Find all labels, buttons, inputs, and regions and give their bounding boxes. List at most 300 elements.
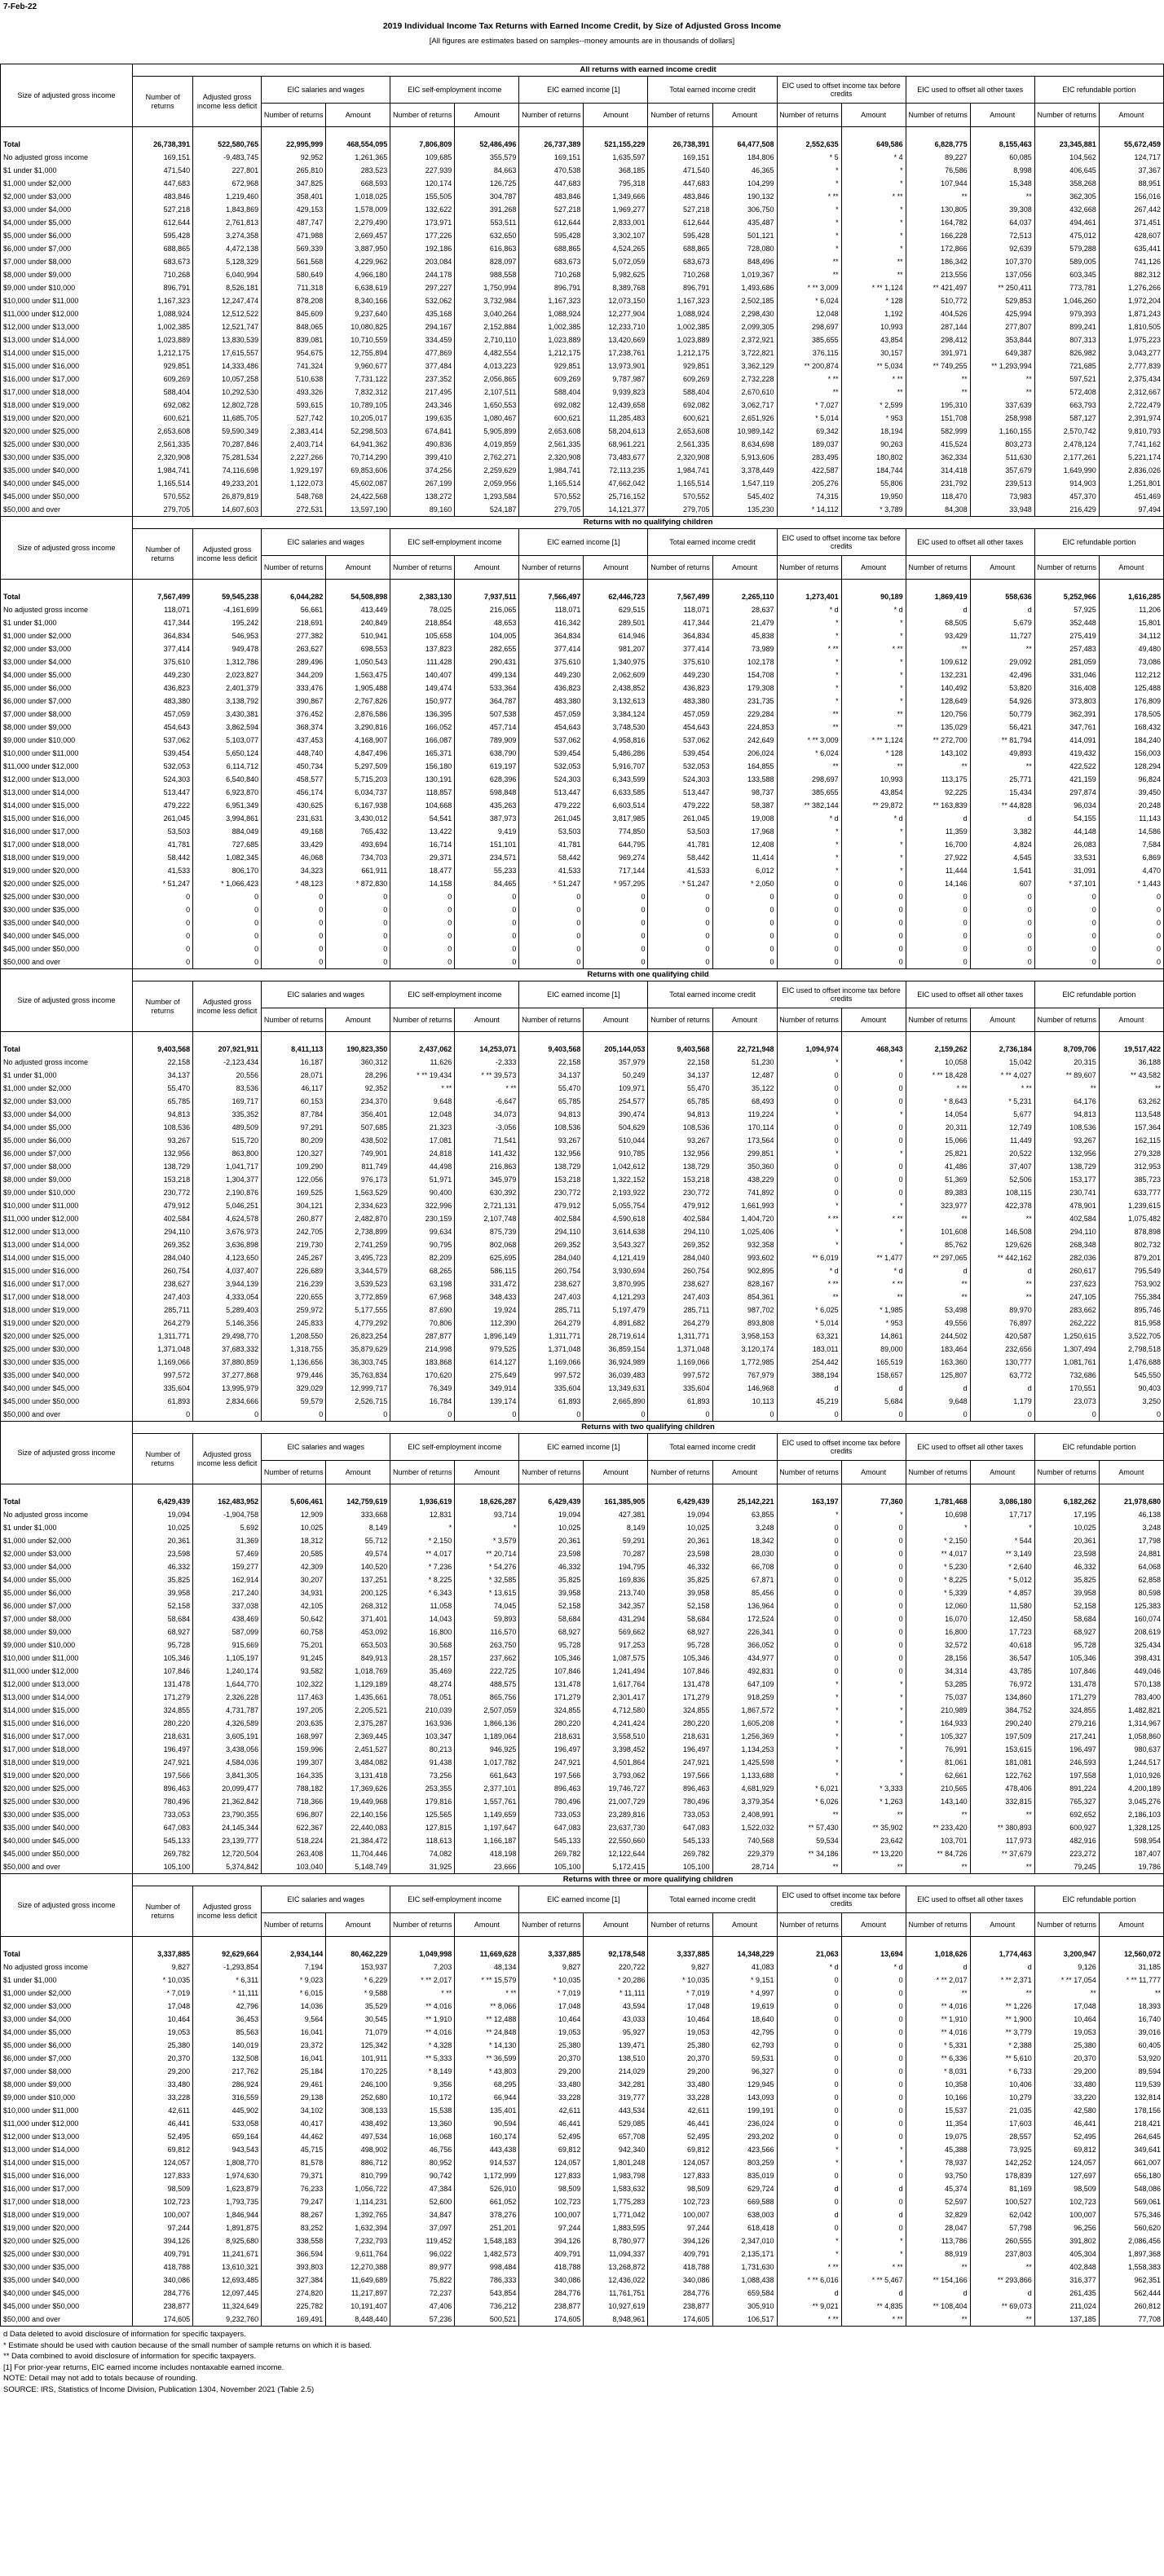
table-cell: 3,430,012 xyxy=(326,812,390,825)
table-cell: 49,574 xyxy=(326,1547,390,1560)
table-cell: 59,590,349 xyxy=(193,425,262,438)
table-cell: 5,148,749 xyxy=(326,1860,390,1874)
table-cell: 218,854 xyxy=(390,616,455,629)
table-cell: 8,448,440 xyxy=(326,2313,390,2327)
table-cell: 1,002,385 xyxy=(648,320,712,333)
table-cell: 34,314 xyxy=(906,1665,970,1678)
table-cell: 107,846 xyxy=(519,1665,584,1678)
table-cell: * ** xyxy=(777,190,841,203)
table-cell: 238,877 xyxy=(519,2300,584,2313)
table-cell: ** 749,255 xyxy=(906,359,970,373)
row-label: $19,000 under $20,000 xyxy=(3,867,80,875)
table-cell: 290,240 xyxy=(970,1717,1034,1730)
subcolumn-header-number: Number of returns xyxy=(648,1461,712,1484)
spacer-cell xyxy=(970,580,1034,591)
table-cell: 2,732,228 xyxy=(712,373,777,386)
table-cell: 217,241 xyxy=(1034,1730,1099,1743)
table-cell: 18,640 xyxy=(712,2013,777,2026)
table-cell: 2,670,610 xyxy=(712,386,777,399)
table-cell: 753,902 xyxy=(1099,1277,1163,1290)
table-cell: 9,564 xyxy=(262,2013,326,2026)
table-cell: 35,825 xyxy=(1034,1573,1099,1586)
table-cell: 425,994 xyxy=(970,307,1034,320)
table-cell: 247,105 xyxy=(1034,1290,1099,1303)
table-cell: 160,074 xyxy=(1099,1612,1163,1625)
row-label: $7,000 under $8,000 xyxy=(3,1615,72,1623)
table-cell: 8,389,768 xyxy=(584,281,648,294)
table-cell: 205,144,053 xyxy=(584,1043,648,1056)
table-cell: 97,494 xyxy=(1099,503,1163,517)
table-cell: 54,541 xyxy=(390,812,455,825)
table-cell: 0 xyxy=(193,916,262,929)
table-cell: * 1,985 xyxy=(841,1303,906,1317)
table-cell: * xyxy=(777,616,841,629)
table-cell: * xyxy=(906,1521,970,1534)
column-group-header: EIC used to offset all other taxes xyxy=(906,77,1034,104)
table-cell: 36,188 xyxy=(1099,1056,1163,1069)
column-group-header: EIC refundable portion xyxy=(1034,1434,1163,1461)
table-cell: 1,563,529 xyxy=(326,1186,390,1199)
table-cell: 734,703 xyxy=(326,851,390,864)
table-cell: 471,540 xyxy=(648,164,712,177)
table-cell: 45,838 xyxy=(712,629,777,642)
table-cell: 12,060 xyxy=(906,1599,970,1612)
table-cell: 68,927 xyxy=(133,1625,193,1639)
table-cell: ** xyxy=(906,2313,970,2327)
table-cell: 2,186,103 xyxy=(1099,1808,1163,1821)
table-cell: 101,608 xyxy=(906,1225,970,1238)
table-cell: * xyxy=(777,629,841,642)
table-cell: 42,795 xyxy=(712,2026,777,2039)
table-cell: * xyxy=(777,1225,841,1238)
table-cell: 456,174 xyxy=(262,786,326,799)
subcolumn-header-number: Number of returns xyxy=(390,556,455,580)
table-cell: 449,046 xyxy=(1099,1665,1163,1678)
table-cell: 387,973 xyxy=(455,812,519,825)
table-cell: * ** xyxy=(841,190,906,203)
table-cell: ** 272,700 xyxy=(906,734,970,747)
table-cell: 127,833 xyxy=(133,2169,193,2182)
table-cell: 595,428 xyxy=(133,229,193,242)
row-label: $40,000 under $45,000 xyxy=(3,1384,80,1392)
table-cell: 76,233 xyxy=(262,2182,326,2195)
table-cell: 11,626 xyxy=(390,1056,455,1069)
table-cell: 172,866 xyxy=(906,242,970,255)
subcolumn-header-amount: Amount xyxy=(326,1008,390,1032)
table-cell: ** 29,872 xyxy=(841,799,906,812)
table-cell: 3,302,107 xyxy=(584,229,648,242)
row-label: $8,000 under $9,000 xyxy=(3,723,72,731)
table-cell: 124,057 xyxy=(648,2156,712,2169)
table-cell: 297,227 xyxy=(390,281,455,294)
table-cell: * 2,050 xyxy=(712,877,777,890)
table-cell: 786,333 xyxy=(455,2274,519,2287)
table-cell: 16,070 xyxy=(906,1612,970,1625)
row-label: $5,000 under $6,000 xyxy=(3,2041,72,2049)
table-cell: 87,784 xyxy=(262,1108,326,1121)
subcolumn-header-amount: Amount xyxy=(326,556,390,580)
table-cell: 588,404 xyxy=(519,386,584,399)
table-cell: 34,137 xyxy=(648,1069,712,1082)
row-label: $45,000 under $50,000 xyxy=(3,2302,80,2310)
subcolumn-header-amount: Amount xyxy=(1099,1008,1163,1032)
table-cell: 402,584 xyxy=(519,1212,584,1225)
table-cell: 1,649,990 xyxy=(1034,464,1099,477)
spacer-cell xyxy=(584,127,648,139)
table-cell: ** 43,582 xyxy=(1099,1069,1163,1082)
table-cell: 1,644,770 xyxy=(193,1678,262,1691)
row-label: $1 under $1,000 xyxy=(3,1524,57,1532)
table-cell: 23,372 xyxy=(262,2039,326,2052)
table-cell: 143,093 xyxy=(712,2091,777,2104)
table-cell: 362,305 xyxy=(1034,190,1099,203)
eic-table xyxy=(0,64,1164,2327)
subcolumn-header-number: Number of returns xyxy=(777,1008,841,1032)
table-cell: 14,607,603 xyxy=(193,503,262,517)
table-cell: 53,503 xyxy=(133,825,193,838)
table-cell: 29,498,770 xyxy=(193,1330,262,1343)
table-cell: 96,327 xyxy=(712,2065,777,2078)
table-cell: 368,374 xyxy=(262,721,326,734)
table-cell: * 51,247 xyxy=(133,877,193,890)
table-cell: 0 xyxy=(519,916,584,929)
table-cell: 427,381 xyxy=(584,1508,648,1521)
table-cell: * 6,015 xyxy=(262,1987,326,2000)
table-cell: 896,791 xyxy=(519,281,584,294)
table-cell: 46,441 xyxy=(1034,2117,1099,2130)
table-cell: 199,307 xyxy=(262,1756,326,1769)
table-cell: 0 xyxy=(841,1974,906,1987)
table-cell: 625,695 xyxy=(455,1251,519,1264)
table-cell: 179,308 xyxy=(712,681,777,695)
table-cell: 319,777 xyxy=(584,2091,648,2104)
column-group-header: EIC refundable portion xyxy=(1034,981,1163,1008)
table-cell: ** xyxy=(841,268,906,281)
row-label: $20,000 under $25,000 xyxy=(3,2237,80,2245)
table-cell: 26,083 xyxy=(1034,838,1099,851)
table-cell: * xyxy=(841,1678,906,1691)
table-cell: 61,893 xyxy=(519,1395,584,1408)
table-cell: 489,509 xyxy=(193,1121,262,1134)
table-cell: 239,513 xyxy=(970,477,1034,490)
table-cell: 196,497 xyxy=(519,1743,584,1756)
spacer-cell xyxy=(584,580,648,591)
table-cell: 197,566 xyxy=(133,1769,193,1782)
table-cell: 0 xyxy=(906,890,970,903)
table-cell: 0 xyxy=(519,903,584,916)
table-cell: 741,324 xyxy=(262,359,326,373)
table-cell: 290,431 xyxy=(455,655,519,668)
table-cell: 710,268 xyxy=(648,268,712,281)
spacer-cell xyxy=(841,127,906,139)
table-cell: 0 xyxy=(906,903,970,916)
row-label: $9,000 under $10,000 xyxy=(3,1189,76,1197)
table-cell: 10,279 xyxy=(970,2091,1034,2104)
column-header-number-of-returns: Number of returns xyxy=(133,529,193,580)
table-cell: 84,663 xyxy=(455,164,519,177)
table-cell: 14,036 xyxy=(262,2000,326,2013)
row-label: $13,000 under $14,000 xyxy=(3,1241,80,1249)
table-cell: 3,040,264 xyxy=(455,307,519,320)
table-cell: 44,148 xyxy=(1034,825,1099,838)
table-cell: 162,115 xyxy=(1099,1134,1163,1147)
row-label: $4,000 under $5,000 xyxy=(3,671,72,679)
column-header-agi: Adjusted gross income less deficit xyxy=(193,1434,262,1484)
table-cell: 2,347,010 xyxy=(712,2234,777,2247)
table-cell: 23,598 xyxy=(648,1547,712,1560)
table-cell: 90,594 xyxy=(455,2117,519,2130)
table-cell: 42,309 xyxy=(262,1560,326,1573)
table-cell: 22,140,156 xyxy=(326,1808,390,1821)
table-cell: 569,061 xyxy=(1099,2195,1163,2208)
table-cell: 23,790,355 xyxy=(193,1808,262,1821)
table-cell: 347,825 xyxy=(262,177,326,190)
table-cell: 10,025 xyxy=(519,1521,584,1534)
table-cell: 674,841 xyxy=(390,425,455,438)
table-cell: 3,862,594 xyxy=(193,721,262,734)
table-cell: 1,165,514 xyxy=(648,477,712,490)
table-cell: 914,903 xyxy=(1034,477,1099,490)
table-cell: 10,464 xyxy=(648,2013,712,2026)
table-cell: * xyxy=(841,1225,906,1238)
table-cell: 53,498 xyxy=(906,1303,970,1317)
table-cell: 352,448 xyxy=(1034,616,1099,629)
table-cell: 118,470 xyxy=(906,490,970,503)
table-cell: 0 xyxy=(777,942,841,955)
table-cell: 391,802 xyxy=(1034,2234,1099,2247)
row-label: $16,000 under $17,000 xyxy=(3,2185,80,2193)
table-cell: 0 xyxy=(777,2195,841,2208)
table-cell: 211,024 xyxy=(1034,2300,1099,2313)
table-cell: 206,024 xyxy=(712,747,777,760)
table-cell: * ** 3,009 xyxy=(777,281,841,294)
table-cell: 1,883,595 xyxy=(584,2221,648,2234)
subcolumn-header-amount: Amount xyxy=(712,104,777,127)
table-cell: 1,312,786 xyxy=(193,655,262,668)
table-cell: * xyxy=(841,2156,906,2169)
table-cell: 848,496 xyxy=(712,255,777,268)
table-cell: 98,509 xyxy=(519,2182,584,2195)
table-cell: 4,013,223 xyxy=(455,359,519,373)
table-cell: 1,197,647 xyxy=(455,1821,519,1834)
table-cell: 162,914 xyxy=(193,1573,262,1586)
spacer-cell xyxy=(133,1484,193,1496)
table-cell: 75,281,534 xyxy=(193,451,262,464)
table-cell: 161,385,905 xyxy=(584,1495,648,1508)
table-cell: 13,420,669 xyxy=(584,333,648,346)
table-cell: 3,430,381 xyxy=(193,708,262,721)
row-label: $5,000 under $6,000 xyxy=(3,1589,72,1597)
table-cell: 443,438 xyxy=(455,2143,519,2156)
table-cell: 129,626 xyxy=(970,1238,1034,1251)
table-cell: 52,158 xyxy=(519,1599,584,1612)
column-group-header: EIC used to offset income tax before credits xyxy=(777,1434,906,1461)
table-cell: 614,127 xyxy=(455,1356,519,1369)
table-cell: * xyxy=(777,203,841,216)
table-cell: 59,545,238 xyxy=(193,590,262,603)
table-cell: ** xyxy=(906,1290,970,1303)
row-label: $20,000 under $25,000 xyxy=(3,1784,80,1793)
spacer-cell xyxy=(193,1937,262,1948)
row-label: $50,000 and over xyxy=(3,2315,61,2323)
table-cell: 493,694 xyxy=(326,838,390,851)
table-cell: 76,349 xyxy=(390,1382,455,1395)
table-cell: 828,167 xyxy=(712,1277,777,1290)
table-cell: 59,893 xyxy=(455,1612,519,1625)
table-cell: ** 12,488 xyxy=(455,2013,519,2026)
table-cell: 1,371,048 xyxy=(519,1343,584,1356)
table-cell: * ** xyxy=(841,373,906,386)
table-cell: 1,548,183 xyxy=(455,2234,519,2247)
table-cell: 217,762 xyxy=(193,2065,262,2078)
table-cell: 0 xyxy=(262,903,326,916)
table-cell: 284,040 xyxy=(519,1251,584,1264)
table-cell: 1,896,149 xyxy=(455,1330,519,1343)
table-cell: 44,498 xyxy=(390,1160,455,1173)
table-cell: 74,315 xyxy=(777,490,841,503)
table-cell: 3,495,723 xyxy=(326,1251,390,1264)
row-label: $14,000 under $15,000 xyxy=(3,2159,80,2167)
table-cell: 137,251 xyxy=(326,1573,390,1586)
table-cell: 16,800 xyxy=(390,1625,455,1639)
row-label: $35,000 under $40,000 xyxy=(3,466,80,474)
table-cell: 1,563,475 xyxy=(326,668,390,681)
row-label: $10,000 under $11,000 xyxy=(3,297,79,305)
table-cell: 2,836,026 xyxy=(1099,464,1163,477)
row-label: $18,000 under $19,000 xyxy=(3,1306,80,1314)
table-cell: 618,418 xyxy=(712,2221,777,2234)
table-cell: 2,375,434 xyxy=(1099,373,1163,386)
row-label: $20,000 under $25,000 xyxy=(3,880,80,888)
table-cell: 12,048 xyxy=(777,307,841,320)
table-cell: 532,062 xyxy=(390,294,455,307)
table-cell: 132,956 xyxy=(519,1147,584,1160)
table-cell: 663,793 xyxy=(1034,399,1099,412)
table-cell: ** xyxy=(970,642,1034,655)
table-cell: 527,218 xyxy=(519,203,584,216)
table-cell: 64,176 xyxy=(1034,1095,1099,1108)
subcolumn-header-amount: Amount xyxy=(841,556,906,580)
table-cell: 9,827 xyxy=(648,1961,712,1974)
spacer-cell xyxy=(455,127,519,139)
table-cell: 11,324,649 xyxy=(193,2300,262,2313)
table-cell: 0 xyxy=(390,929,455,942)
table-cell: 399,410 xyxy=(390,451,455,464)
table-cell: * ** 19,434 xyxy=(390,1069,455,1082)
table-cell: 308,133 xyxy=(326,2104,390,2117)
table-cell: 128,649 xyxy=(906,695,970,708)
table-cell: 614,946 xyxy=(584,629,648,642)
table-cell: 2,107,748 xyxy=(455,1212,519,1225)
table-cell: -9,483,745 xyxy=(193,151,262,164)
table-cell: 8,634,698 xyxy=(712,438,777,451)
table-cell: 0 xyxy=(390,916,455,929)
table-cell: 418,788 xyxy=(133,2261,193,2274)
table-cell: 0 xyxy=(584,955,648,969)
table-cell: 15,801 xyxy=(1099,616,1163,629)
table-cell: 1,049,998 xyxy=(390,1947,455,1961)
table-cell: 23,637,730 xyxy=(584,1821,648,1834)
table-cell: 181,081 xyxy=(970,1756,1034,1769)
table-cell: 371,451 xyxy=(1099,216,1163,229)
table-cell: 548,768 xyxy=(262,490,326,503)
table-cell: 74,045 xyxy=(455,1599,519,1612)
subcolumn-header-number: Number of returns xyxy=(519,1913,584,1937)
subcolumn-header-number: Number of returns xyxy=(906,1008,970,1032)
table-cell: 207,921,911 xyxy=(193,1043,262,1056)
row-label: $25,000 under $30,000 xyxy=(3,1345,80,1353)
table-cell: 0 xyxy=(326,1408,390,1422)
table-cell: 29,371 xyxy=(390,851,455,864)
row-label: $16,000 under $17,000 xyxy=(3,1280,80,1288)
table-cell: 2,741,259 xyxy=(326,1238,390,1251)
table-cell: 178,505 xyxy=(1099,708,1163,721)
table-cell: 11,241,671 xyxy=(193,2247,262,2261)
table-cell: * xyxy=(777,1743,841,1756)
table-cell: 5,650,124 xyxy=(193,747,262,760)
table-cell: -4,161,699 xyxy=(193,603,262,616)
table-cell: 755,384 xyxy=(1099,1290,1163,1303)
table-cell: 479,912 xyxy=(648,1199,712,1212)
table-cell: 10,205,017 xyxy=(326,412,390,425)
table-cell: 124,717 xyxy=(1099,151,1163,164)
table-cell: 70,287,846 xyxy=(193,438,262,451)
table-cell: * ** xyxy=(841,2313,906,2327)
table-cell: * xyxy=(841,1108,906,1121)
table-cell: 70,714,290 xyxy=(326,451,390,464)
table-cell: 629,724 xyxy=(712,2182,777,2195)
table-cell: 1,974,630 xyxy=(193,2169,262,2182)
table-cell: 219,730 xyxy=(262,1238,326,1251)
table-cell: 174,605 xyxy=(648,2313,712,2327)
table-cell: ** xyxy=(777,386,841,399)
row-label: $14,000 under $15,000 xyxy=(3,801,80,809)
subcolumn-header-amount: Amount xyxy=(712,1461,777,1484)
table-cell: 1,482,821 xyxy=(1099,1704,1163,1717)
table-cell: 28,047 xyxy=(906,2221,970,2234)
table-cell: 2,561,335 xyxy=(519,438,584,451)
table-cell: 3,344,579 xyxy=(326,1264,390,1277)
table-cell: 122,762 xyxy=(970,1769,1034,1782)
table-cell: * 9,588 xyxy=(326,1987,390,2000)
table-cell: 29,200 xyxy=(1034,2065,1099,2078)
table-cell: 657,708 xyxy=(584,2130,648,2143)
column-header-number-of-returns: Number of returns xyxy=(133,981,193,1032)
spacer-cell xyxy=(970,1484,1034,1496)
table-cell: 29,461 xyxy=(262,2078,326,2091)
table-cell: 164,782 xyxy=(906,216,970,229)
table-cell: ** xyxy=(777,1290,841,1303)
table-cell: * xyxy=(970,1521,1034,1534)
table-cell: 69,812 xyxy=(133,2143,193,2156)
table-cell: 478,901 xyxy=(1034,1199,1099,1212)
table-cell: 46,332 xyxy=(133,1560,193,1573)
table-cell: 0 xyxy=(841,1612,906,1625)
footnote-line: * Estimate should be used with caution because of the small number of sample returns on which it is based. xyxy=(3,2340,373,2350)
table-cell: 895,746 xyxy=(1099,1303,1163,1317)
column-group-header: EIC used to offset income tax before credits xyxy=(777,529,906,556)
table-cell: 141,432 xyxy=(455,1147,519,1160)
table-cell: 589,005 xyxy=(1034,255,1099,268)
table-cell: 710,268 xyxy=(133,268,193,281)
table-cell: 2,669,457 xyxy=(326,229,390,242)
subcolumn-header-number: Number of returns xyxy=(906,1461,970,1484)
table-cell: * xyxy=(777,1056,841,1069)
row-label: $17,000 under $18,000 xyxy=(3,840,80,849)
table-cell: 668,593 xyxy=(326,177,390,190)
table-cell: 39,450 xyxy=(1099,786,1163,799)
table-cell: 1,166,187 xyxy=(455,1834,519,1847)
